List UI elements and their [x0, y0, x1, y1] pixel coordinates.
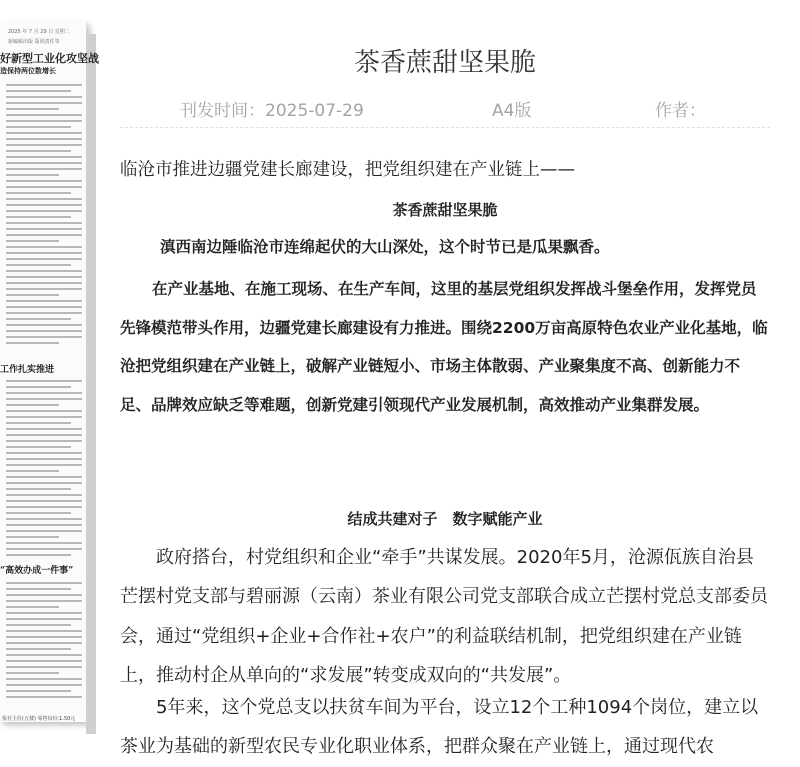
publish-date: 刊发时间：2025-07-29 [180, 101, 364, 121]
section-heading: 结成共建对子 数字赋能产业 [347, 510, 543, 528]
thumbnail-masthead [8, 28, 70, 45]
article-intro-paragraph: 滇西南边陲临沧市连绵起伏的大山深处，这个时节已是瓜果飘香。 [160, 238, 610, 256]
article-title: 茶香蔗甜坚果脆 [353, 48, 536, 78]
article-lead: 临沧市推进边疆党建长廊建设，把党组织建在产业链上—— [120, 160, 575, 180]
thumbnail-text-block-1 [6, 84, 82, 348]
author-label: 作者： [655, 101, 706, 121]
article-summary-paragraph: 在产业基地、在施工现场、在生产车间，这里的基层党组织发挥战斗堡垒作用，发挥党员先锋模范带头作用，边疆党建长廊建设有力推进。围绕2200万亩高原特色农业产业化基地，临沧把党组织建在产业链上，破解产业链短小、市场主体散弱、产业聚集度不高、创新能力不足、品牌效应缺乏等难题，创新党建引领现代产业发展机制，高效推动产业集群发展。 [120, 280, 768, 414]
thumbnail-footer: 报社主任(五楼) 零售每份:1.50元 [2, 716, 76, 722]
newspaper-page-thumbnail[interactable] [0, 22, 99, 722]
article-subtitle: 茶香蔗甜坚果脆 [392, 201, 498, 219]
thumbnail-text-block-3 [6, 582, 82, 702]
body-paragraph: 5年来，这个党总支以扶贫车间为平台，设立12个工种1094个岗位，建立以茶业为基础的新型农民专业化职业体系，把群众聚在产业链上，通过现代农 [120, 697, 759, 758]
body-paragraph: 政府搭台，村党组织和企业“牵手”共谋发展。2020年5月，沧源佤族自治县芒摆村党支部与碧丽源（云南）茶业有限公司党支部联合成立芒摆村党总支部委员会，通过“党组织+企业+合作社+农户”的利益联结机制，把党组织建在产业链上，推动村企从单向的“求发展”转变成双向的“共发展”。 [120, 547, 768, 686]
thumbnail-shadow [86, 34, 96, 734]
thumbnail-masthead-date: 2025 年 7 月 29 日 星期二 [8, 29, 70, 35]
thumbnail-headline-1: 好新型工业化攻坚战 [0, 52, 99, 65]
meta-divider [120, 127, 770, 128]
thumbnail-masthead-info: 新编辑出版 版别责任等 [8, 39, 60, 45]
thumbnail-text-block-2 [6, 380, 82, 560]
edition-label: A4版 [492, 101, 532, 121]
thumbnail-headline-2: 工作扎实推进 [0, 365, 55, 375]
thumbnail-headline-1-sub: 造保持两位数增长 [0, 66, 56, 75]
thumbnail-headline-3: “高效办成一件事” [0, 566, 74, 576]
article-meta [120, 96, 770, 120]
